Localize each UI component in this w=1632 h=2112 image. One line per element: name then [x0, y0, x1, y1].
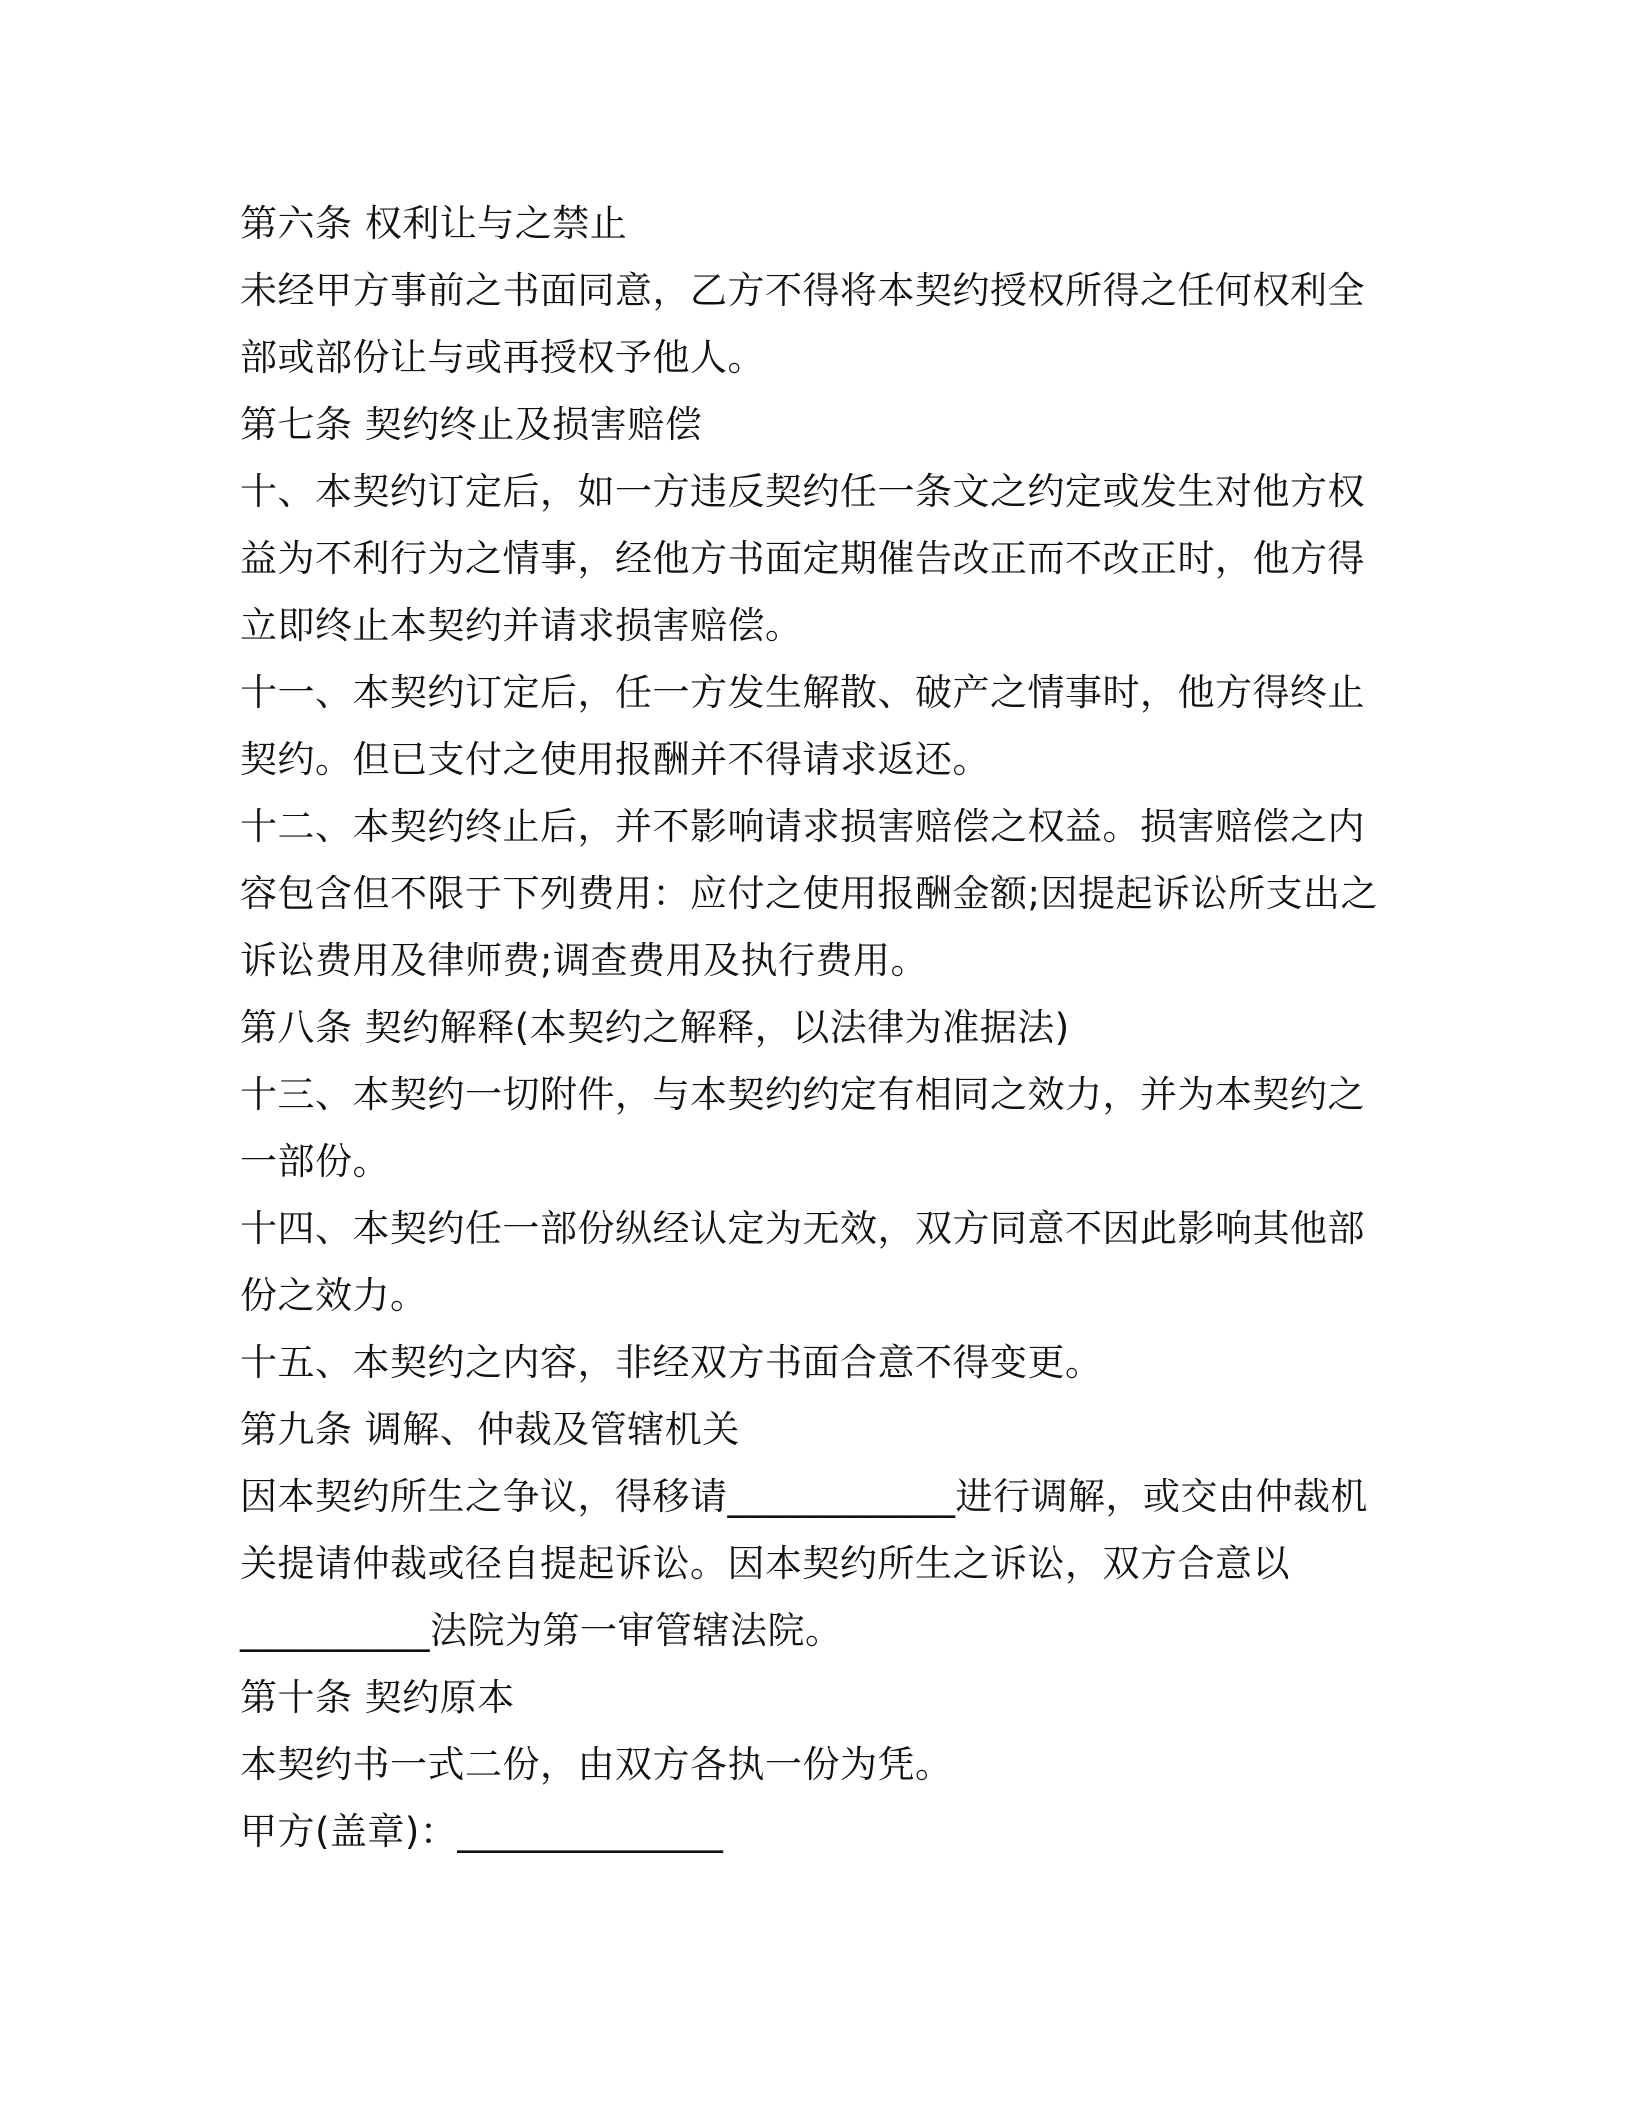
text-line: 一部份。: [240, 1140, 390, 1183]
article-10-heading: 第十条 契约原本: [240, 1676, 515, 1719]
text-line: 未经甲方事前之书面同意，乙方不得将本契约授权所得之任何权利全: [240, 269, 1365, 312]
text-line: 容包含但不限于下列费用：应付之使用报酬金额;因提起诉讼所支出之: [240, 872, 1378, 915]
document-body: [240, 190, 1400, 1865]
text-line: 十、本契约订定后，如一方违反契约任一条文之约定或发生对他方权: [240, 470, 1365, 513]
article-8-heading: 第八条 契约解释(本契约之解释，以法律为准据法): [240, 1006, 1070, 1049]
text-line: 部或部份让与或再授权予他人。: [240, 336, 765, 379]
text-line: 契约。但已支付之使用报酬并不得请求返还。: [240, 738, 990, 781]
text-line: 益为不利行为之情事，经他方书面定期催告改正而不改正时，他方得: [240, 537, 1365, 580]
text-line: 因本契约所生之争议，得移请____________进行调解，或交由仲裁机: [240, 1475, 1368, 1518]
text-line: __________法院为第一审管辖法院。: [240, 1609, 843, 1652]
text-line: 十五、本契约之内容，非经双方书面合意不得变更。: [240, 1341, 1103, 1384]
article-9-heading: 第九条 调解、仲裁及管辖机关: [240, 1408, 740, 1451]
party-a-signature-line: 甲方(盖章)：______________: [240, 1810, 724, 1853]
text-line: 十三、本契约一切附件，与本契约约定有相同之效力，并为本契约之: [240, 1073, 1365, 1116]
text-line: 本契约书一式二份，由双方各执一份为凭。: [240, 1743, 953, 1786]
text-line: 关提请仲裁或径自提起诉讼。因本契约所生之诉讼，双方合意以: [240, 1542, 1290, 1585]
article-7-heading: 第七条 契约终止及损害赔偿: [240, 403, 703, 446]
text-line: 诉讼费用及律师费;调查费用及执行费用。: [240, 939, 928, 982]
text-line: 份之效力。: [240, 1274, 428, 1317]
text-line: 十四、本契约任一部份纵经认定为无效，双方同意不因此影响其他部: [240, 1207, 1365, 1250]
article-6-heading: 第六条 权利让与之禁止: [240, 202, 628, 245]
text-line: 十二、本契约终止后，并不影响请求损害赔偿之权益。损害赔偿之内: [240, 805, 1365, 848]
text-line: 十一、本契约订定后，任一方发生解散、破产之情事时，他方得终止: [240, 671, 1365, 714]
text-line: 立即终止本契约并请求损害赔偿。: [240, 604, 803, 647]
